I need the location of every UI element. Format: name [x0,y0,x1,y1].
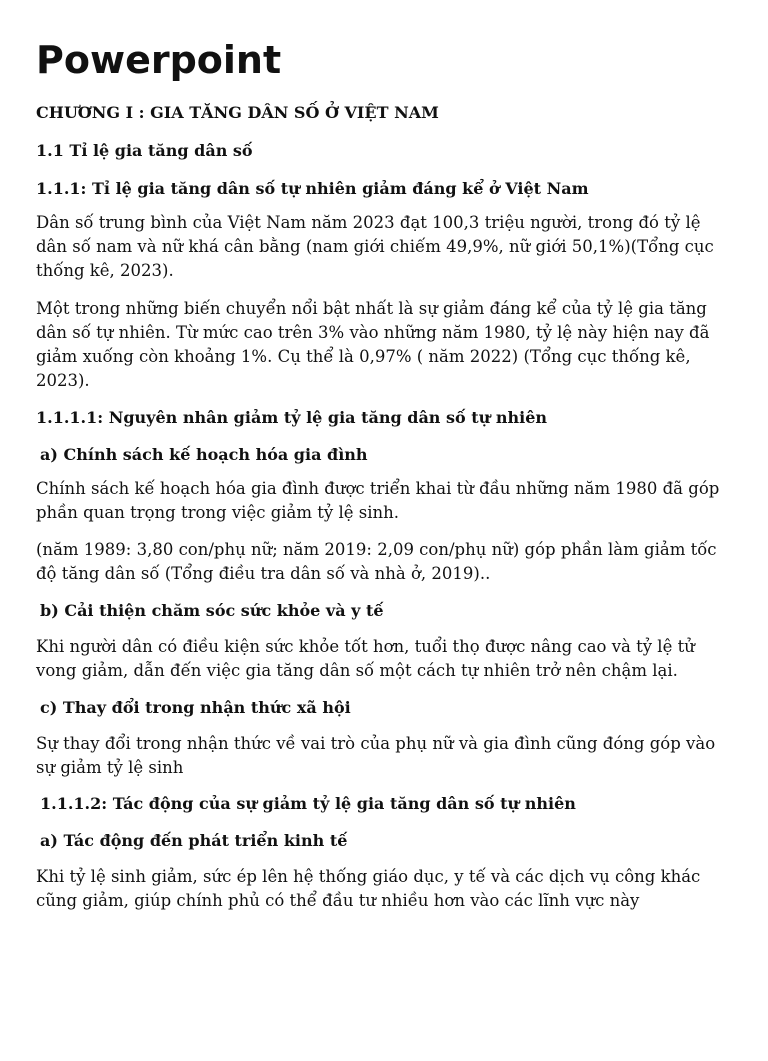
paragraph-social-awareness: Sự thay đổi trong nhận thức về vai trò của phụ nữ và gia đình cũng đóng góp vào sự giảm tỷ lệ sinh [36,734,716,777]
document-page [0,37,768,1061]
paragraph-population-2023: Dân số trung bình của Việt Nam năm 2023 đạt 100,3 triệu người, trong đó tỷ lệ dân số nam và nữ khá cân bằng (nam giới chiếm 49,9%, nữ giới 50,1%)(Tổng cục thống kê, 2023). [36,213,714,280]
paragraph-family-planning: Chính sách kế hoạch hóa gia đình được triển khai từ đầu những năm 1980 đã góp phần quan trọng trong việc giảm tỷ lệ sinh. [36,479,720,522]
section-heading-1-1: 1.1 Tỉ lệ gia tăng dân số [36,141,253,160]
section-heading-1-1-1-1: 1.1.1.1: Nguyên nhân giảm tỷ lệ gia tăng dân số tự nhiên [36,408,548,427]
subheading-healthcare: b) Cải thiện chăm sóc sức khỏe và y tế [40,601,384,620]
paragraph-growth-decline: Một trong những biến chuyển nổi bật nhất là sự giảm đáng kể của tỷ lệ gia tăng dân số tự nhiên. Từ mức cao trên 3% vào những năm 1980, tỷ lệ này hiện nay đã giảm xuống còn khoảng 1%. Cụ thể là 0,97% ( năm 2022) (Tổng cục thống kê, 2023). [36,299,710,390]
section-heading-1-1-1-2: 1.1.1.2: Tác động của sự giảm tỷ lệ gia tăng dân số tự nhiên [40,794,576,813]
subheading-economic-impact: a) Tác động đến phát triển kinh tế [40,831,348,850]
section-heading-1-1-1: 1.1.1: Tỉ lệ gia tăng dân số tự nhiên giảm đáng kể ở Việt Nam [36,179,589,198]
subheading-family-planning: a) Chính sách kế hoạch hóa gia đình [40,445,368,464]
document-title: Powerpoint [36,38,282,82]
paragraph-fertility-figures: (năm 1989: 3,80 con/phụ nữ; năm 2019: 2,09 con/phụ nữ) góp phần làm giảm tốc độ tăng dân số (Tổng điều tra dân số và nhà ở, 2019).. [36,540,717,583]
chapter-heading: CHƯƠNG I : GIA TĂNG DÂN SỐ Ở VIỆT NAM [36,103,439,122]
subheading-social-awareness: c) Thay đổi trong nhận thức xã hội [40,698,351,717]
paragraph-economic-impact: Khi tỷ lệ sinh giảm, sức ép lên hệ thống giáo dục, y tế và các dịch vụ công khác cũng giảm, giúp chính phủ có thể đầu tư nhiều hơn vào các lĩnh vực này [36,867,701,910]
paragraph-healthcare: Khi người dân có điều kiện sức khỏe tốt hơn, tuổi thọ được nâng cao và tỷ lệ tử vong giảm, dẫn đến việc gia tăng dân số một cách tự nhiên trở nên chậm lại. [36,637,695,680]
